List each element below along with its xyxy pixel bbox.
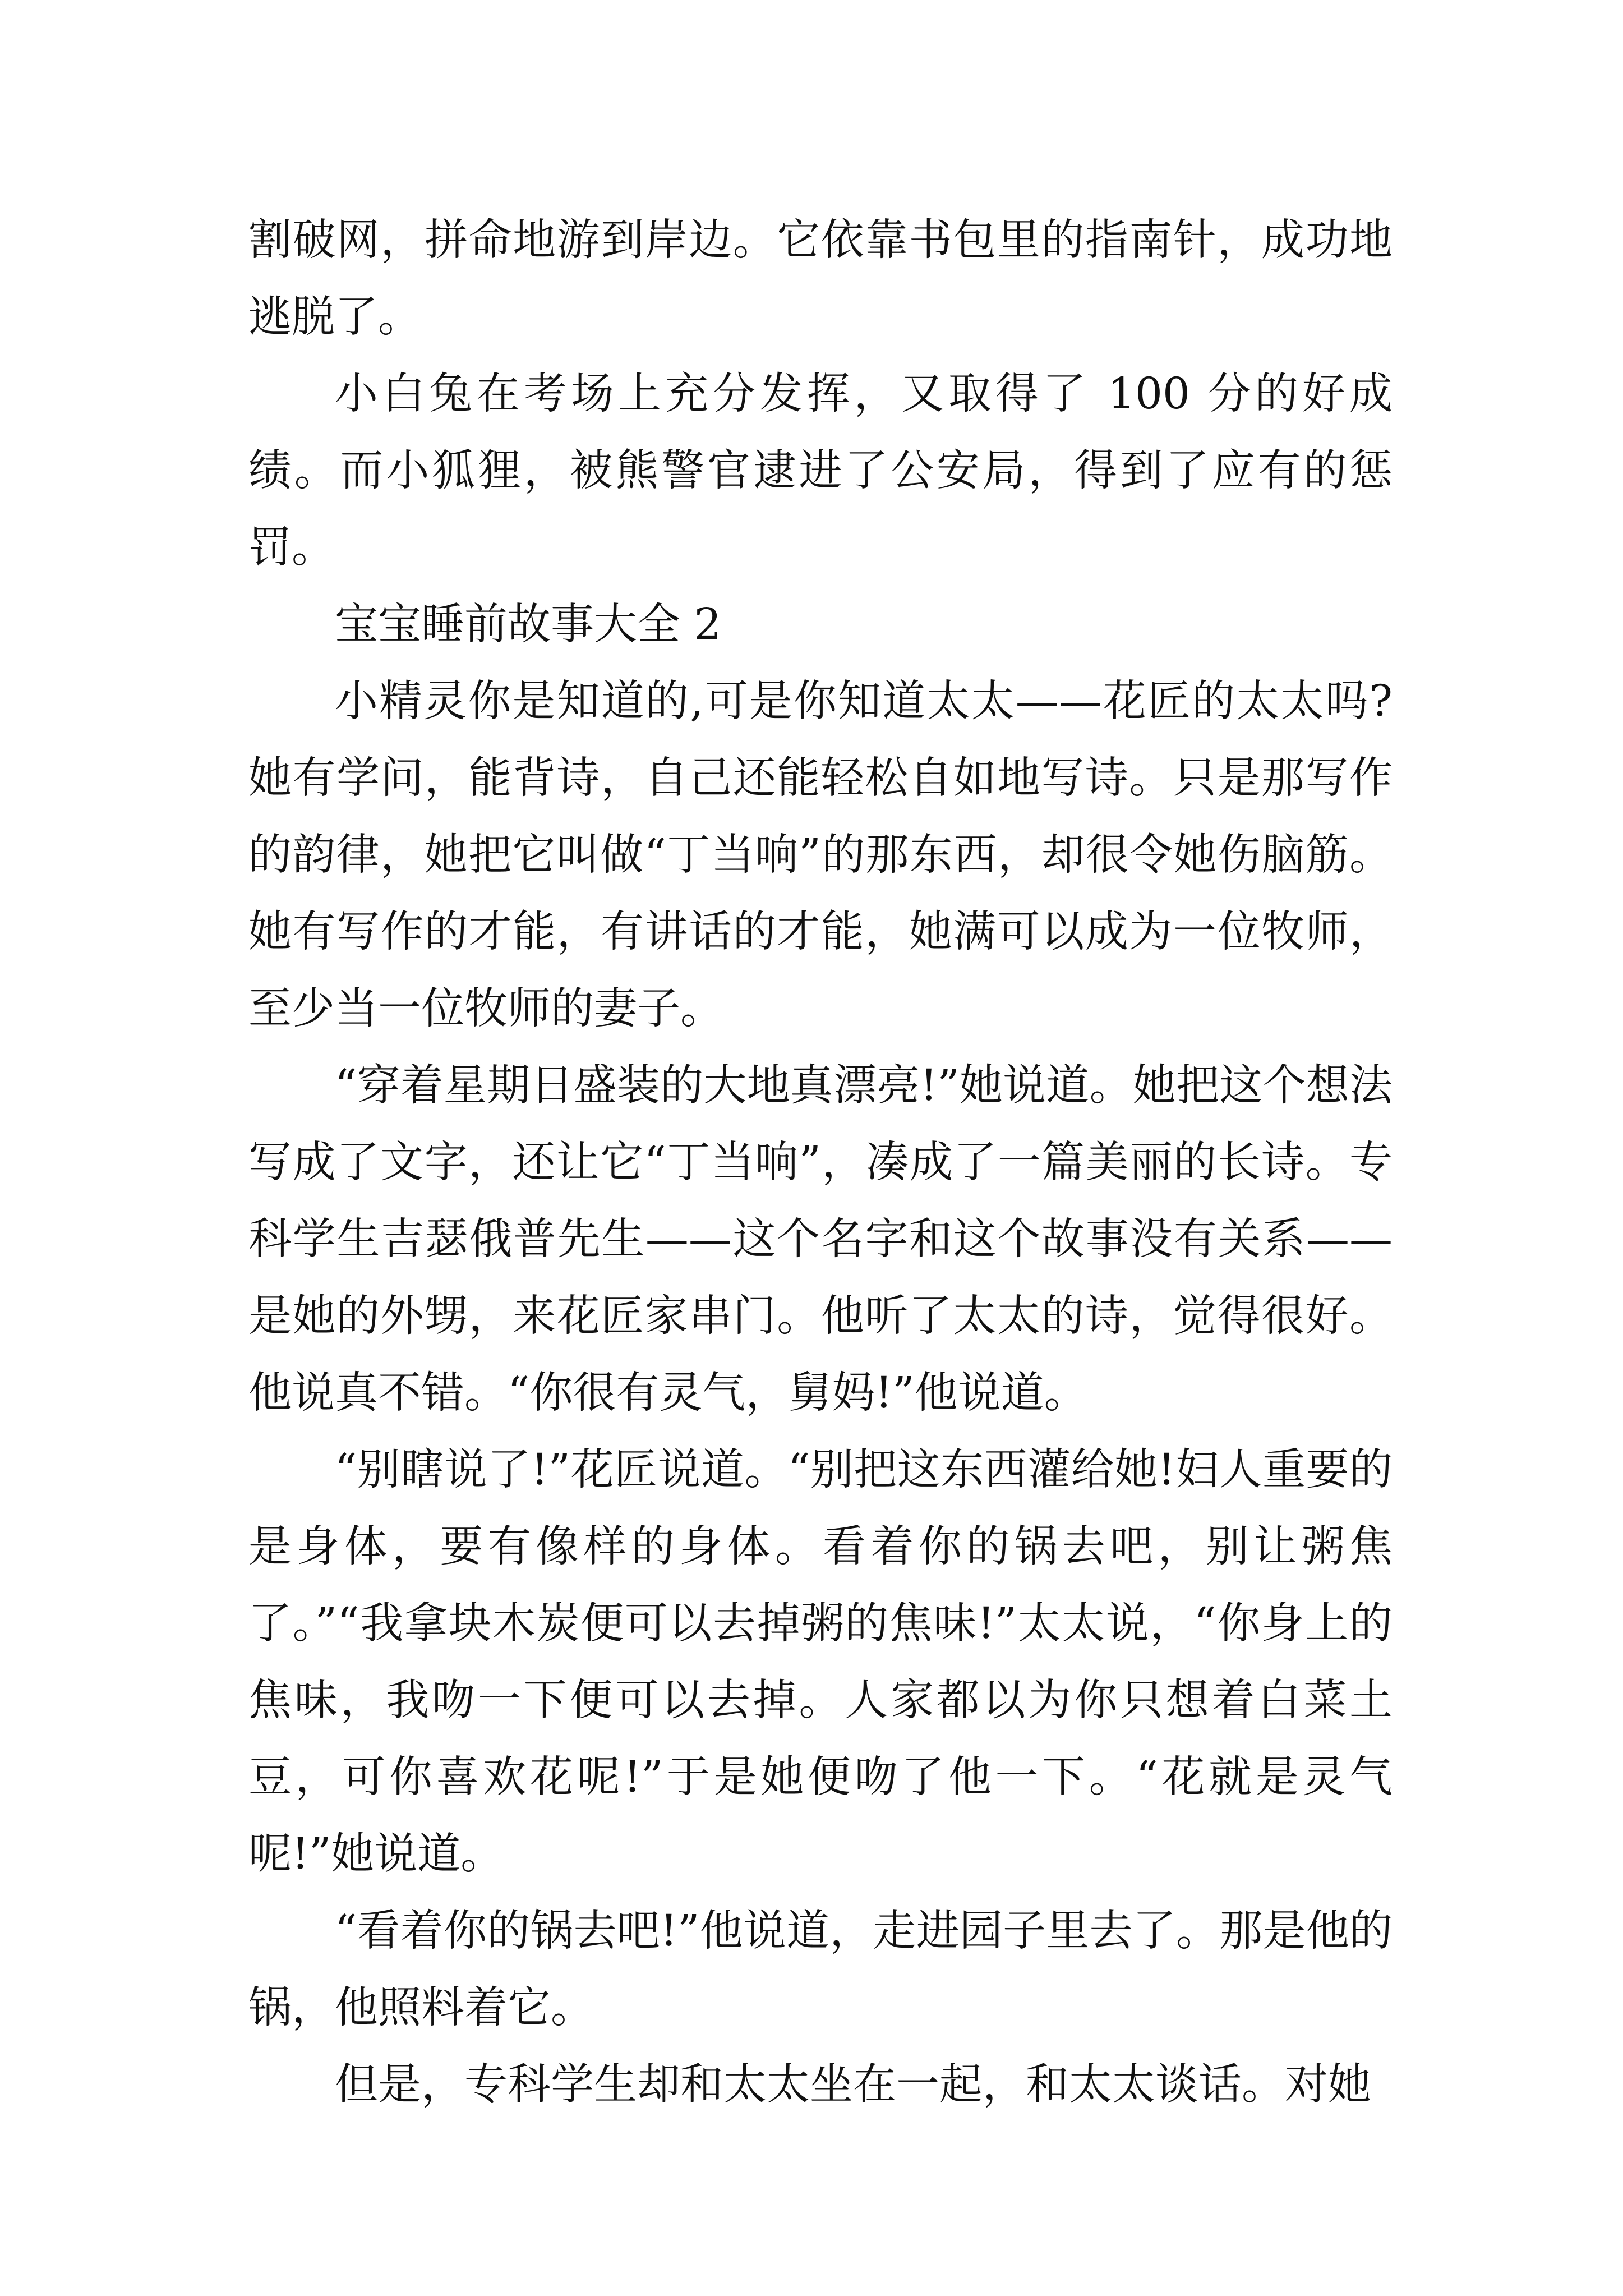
paragraph-2: 小白兔在考场上充分发挥，又取得了 100 分的好成绩。而小狐狸，被熊警官逮进了公安局，得到了应有的惩罚。 xyxy=(248,369,1393,573)
paragraph-4: “穿着星期日盛装的大地真漂亮!”她说道。她把这个想法写成了文字，还让它“丁当响”，凑成了一篇美丽的长诗。专科学生吉瑟俄普先生——这个名字和这个故事没有关系——是她的外甥，来花匠家串门。他听了太太的诗，觉得很好。他说真不错。“你很有灵气，舅妈!”他说道。 xyxy=(248,1061,1393,1418)
paragraph-5: “别瞎说了!”花匠说道。“别把这东西灌给她!妇人重要的是身体，要有像样的身体。看着你的锅去吧，别让粥焦了。”“我拿块木炭便可以去掉粥的焦味!”太太说，“你身上的焦味，我吻一下便可以去掉。人家都以为你只想着白菜土豆，可你喜欢花呢!”于是她便吻了他一下。“花就是灵气呢!”她说道。 xyxy=(248,1445,1393,1879)
section-heading: 宝宝睡前故事大全 2 xyxy=(335,600,722,650)
paragraph-7: 但是，专科学生却和太太坐在一起，和太太谈话。对她 xyxy=(335,2060,1371,2110)
paragraph-3: 小精灵你是知道的,可是你知道太太——花匠的太太吗?她有学问，能背诗，自己还能轻松自如地写诗。只是那写作的韵律，她把它叫做“丁当响”的那东西，却很令她伤脑筋。她有写作的才能，有讲话的才能，她满可以成为一位牧师，至少当一位牧师的妻子。 xyxy=(248,677,1393,1034)
paragraph-6: “看着你的锅去吧!”他说道，走进园子里去了。那是他的锅，他照料着它。 xyxy=(248,1906,1393,2033)
document-page xyxy=(248,202,1393,2123)
paragraph-1: 割破网，拼命地游到岸边。它依靠书包里的指南针，成功地逃脱了。 xyxy=(248,215,1393,342)
